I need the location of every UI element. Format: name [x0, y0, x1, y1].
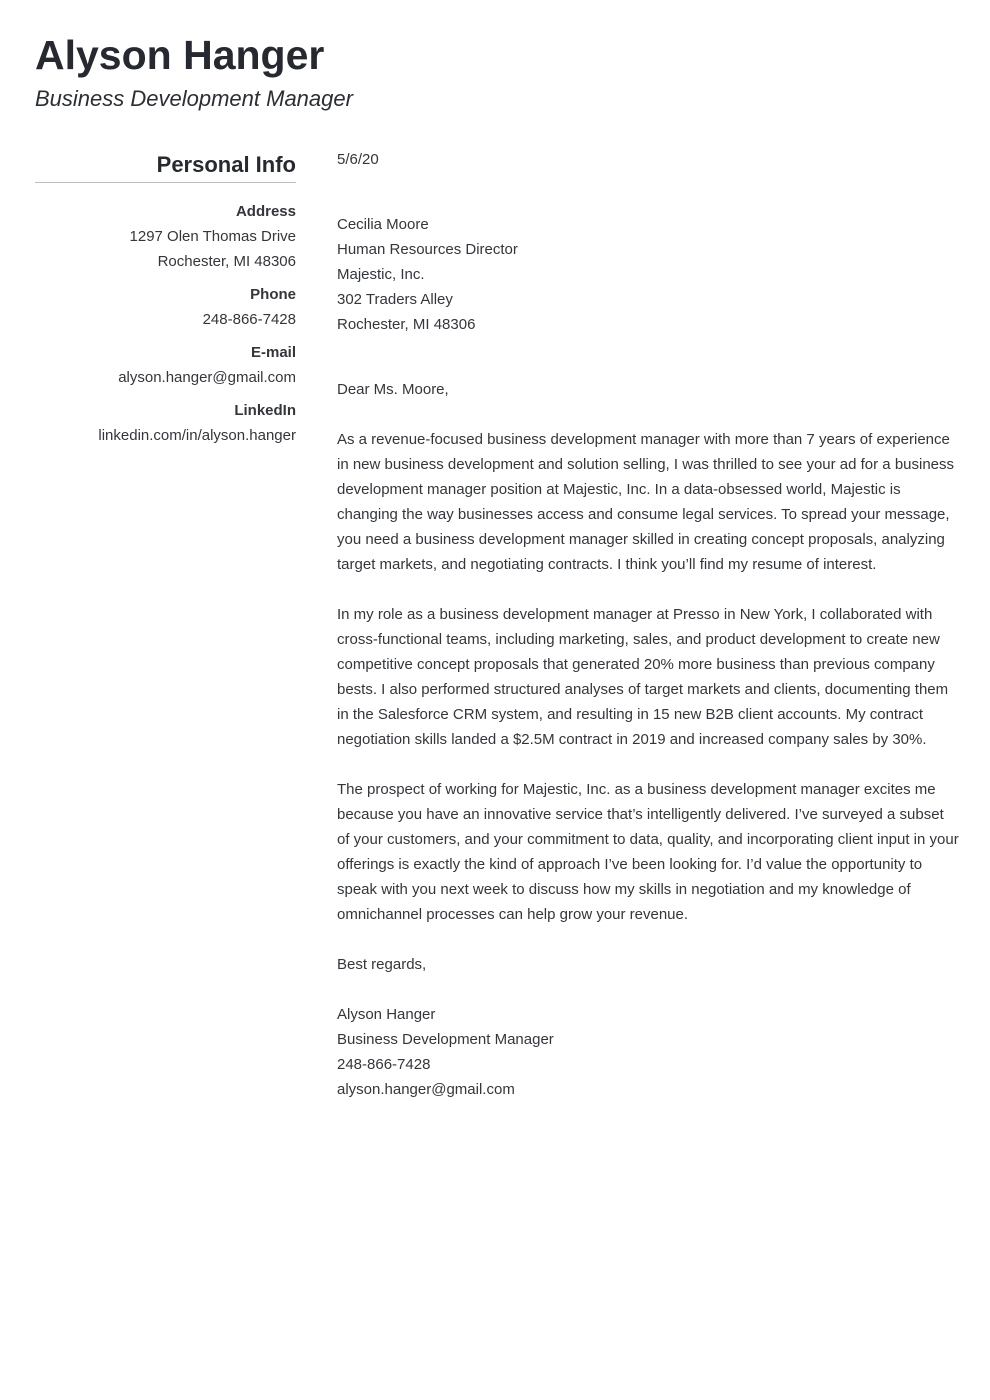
- body-paragraph-1: As a revenue-focused business development manager with more than 7 years of experience in new business development and solution selling, I was thrilled to see your ad for a business development manager position at Majestic, Inc. In a data-obsessed world, Majestic is changing the way businesses access and consume legal services. To spread your message, you need a business development manager skilled in creating concept proposals, analyzing target markets, and negotiating contracts. I think you’ll find my resume of interest.: [337, 431, 955, 573]
- personal-info-heading: Personal Info: [35, 148, 296, 183]
- applicant-title: Business Development Manager: [35, 86, 353, 111]
- recipient-block: [337, 212, 959, 337]
- signature-phone: 248-866-7428: [337, 1056, 431, 1073]
- body-paragraph-2: In my role as a business development manager at Presso in New York, I collaborated with cross-functional teams, including marketing, sales, and product development to create new competitive concept proposals that generated 20% more business than previous company bests. I also performed structured analyses of target markets and clients, documenting them in the Salesforce CRM system, and resulting in 15 new B2B client accounts. My contract negotiation skills landed a $2.5M contract in 2019 and increased company sales by 30%.: [337, 606, 949, 748]
- salutation: Dear Ms. Moore,: [337, 381, 449, 398]
- address-block: [35, 199, 296, 274]
- address-label: Address: [235, 203, 296, 220]
- linkedin-value: linkedin.com/in/alyson.hanger: [98, 427, 296, 444]
- closing: Best regards,: [337, 956, 427, 973]
- applicant-name: Alyson Hanger: [35, 32, 325, 78]
- recipient-street: 302 Traders Alley: [337, 291, 453, 308]
- linkedin-label: LinkedIn: [234, 402, 296, 419]
- body-paragraph-3: The prospect of working for Majestic, Inc. as a business development manager excites me because you have an innovative service that’s intelligently delivered. I’ve surveyed a subset of your customers, and your commitment to data, quality, and incorporating client input in your offerings is exactly the kind of approach I’ve been looking for. I’d value the opportunity to speak with you next week to discuss how my skills in negotiation and my knowledge of omnichannel processes can help grow your revenue.: [337, 781, 959, 923]
- signature-block: [337, 1002, 959, 1102]
- resume-header: [35, 30, 353, 114]
- email-value: alyson.hanger@gmail.com: [118, 369, 296, 386]
- signature-title: Business Development Manager: [337, 1031, 554, 1048]
- signature-name: Alyson Hanger: [337, 1006, 436, 1023]
- personal-info-sidebar: [35, 148, 296, 456]
- address-line-2: Rochester, MI 48306: [157, 253, 296, 270]
- phone-label: Phone: [250, 286, 296, 303]
- phone-value: 248-866-7428: [202, 311, 296, 328]
- recipient-company: Majestic, Inc.: [337, 266, 425, 283]
- email-label: E-mail: [250, 344, 296, 361]
- cover-letter-body: [337, 147, 959, 1102]
- letter-date: 5/6/20: [337, 151, 379, 168]
- phone-block: [35, 282, 296, 332]
- email-block: [35, 340, 296, 390]
- recipient-name: Cecilia Moore: [337, 216, 429, 233]
- address-line-1: 1297 Olen Thomas Drive: [129, 228, 296, 245]
- recipient-title: Human Resources Director: [337, 241, 518, 258]
- recipient-city: Rochester, MI 48306: [337, 316, 476, 333]
- linkedin-block: [35, 398, 296, 448]
- signature-email: alyson.hanger@gmail.com: [337, 1081, 515, 1098]
